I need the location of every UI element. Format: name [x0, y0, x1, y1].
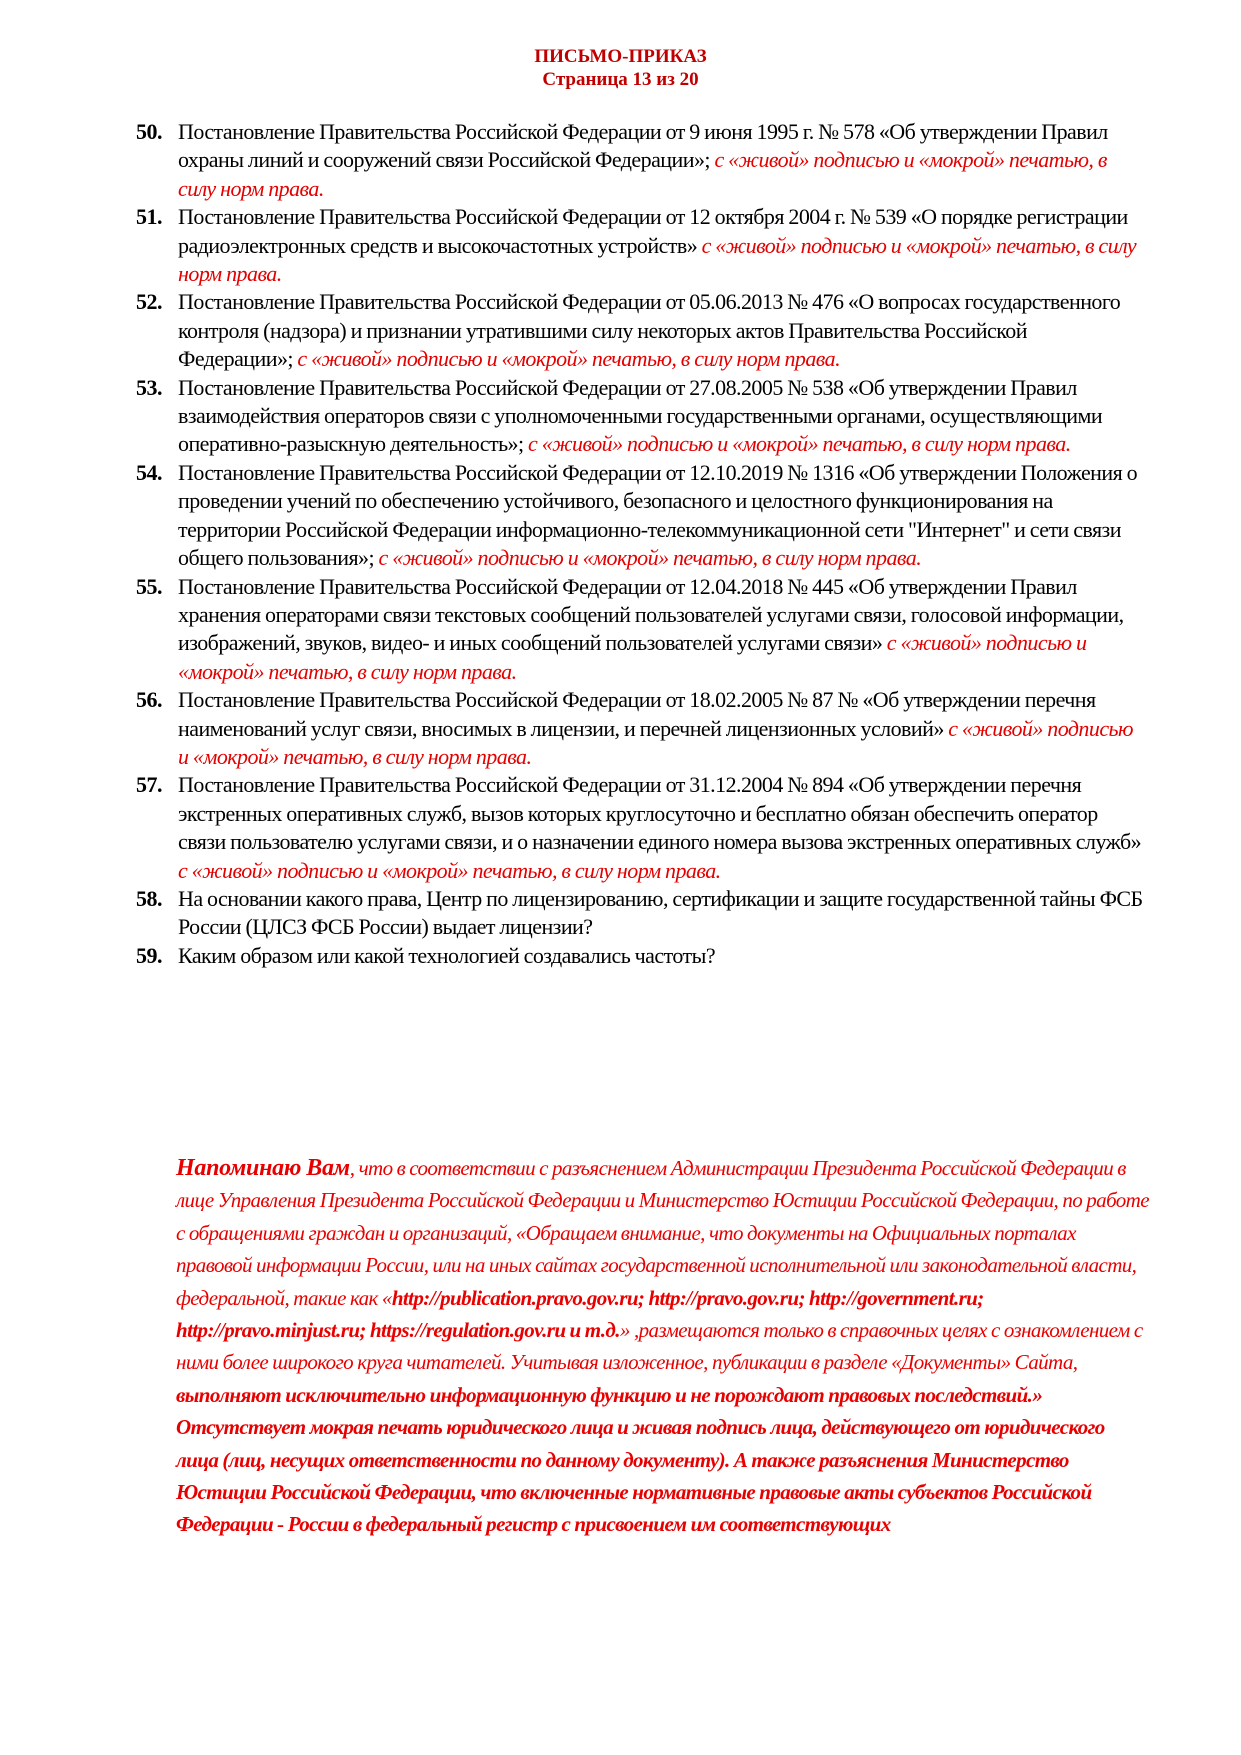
item-number: 57.	[136, 772, 162, 798]
item-note: с «живой» подписью и «мокрой» печатью, в силу норм права.	[378, 545, 922, 571]
regulations-list	[136, 118, 1146, 970]
list-item	[136, 885, 1146, 942]
item-number: 55.	[136, 573, 162, 599]
item-text: Постановление Правительства Российской Федерации от 12.10.2019 № 1316 «Об утверждении Положения о проведении учений по обеспечению устойчивого, безопасного и целостного функционирования на территории Российской Федерации информационно-телекоммуникационной сети "Интернет" и сети связи общего пользования»;	[178, 459, 1138, 571]
item-number: 54.	[136, 459, 162, 485]
list-item	[136, 459, 1146, 573]
item-number: 56.	[136, 687, 162, 713]
item-number: 52.	[136, 289, 162, 315]
list-item	[136, 573, 1146, 687]
notice-text-continued: » ,размещаются только в справочных целях с ознакомлением с ними более широкого круга читателей. Учитывая изложенное, публикации в разделе «Документы» Сайта,	[176, 1318, 1143, 1375]
item-text: Постановление Правительства Российской Федерации от 05.06.2013 № 476 «О вопросах государственного контроля (надзора) и признании утратившими силу некоторых актов Правительства Российской Федерации»;	[178, 289, 1121, 372]
item-number: 58.	[136, 885, 162, 911]
item-text: Постановление Правительства Российской Федерации от 9 июня 1995 г. № 578 «Об утверждении Правил охраны линий и сооружений связи Российской Федерации»;	[178, 119, 1108, 173]
item-number: 59.	[136, 942, 162, 968]
list-item	[136, 203, 1146, 288]
item-number: 53.	[136, 374, 162, 400]
item-text: Постановление Правительства Российской Федерации от 12.04.2018 № 445 «Об утверждении Правил хранения операторами связи текстовых сообщений пользователей услугами связи, голосовой информации, изображений, звуков, видео- и иных сообщений пользователей услугами связи»	[178, 573, 1124, 656]
item-note: с «живой» подписью и «мокрой» печатью, в силу норм права.	[297, 346, 841, 372]
item-number: 51.	[136, 204, 162, 230]
notice-links: http://publication.pravo.gov.ru; http://pravo.gov.ru; http://government.ru; http://pravo.minjust.ru; https://regulation.gov.ru и т.д.	[176, 1285, 984, 1343]
item-text: Постановление Правительства Российской Федерации от 31.12.2004 № 894 «Об утверждении перечня экстренных оперативных служб, вызов которых круглосуточно и бесплатно обязан обеспечить оператор связи пользователю услугами связи, и о назначении единого номера вызова экстренных оперативных служб»	[178, 772, 1142, 855]
list-item	[136, 118, 1146, 203]
notice-text: , что в соответствии с разъяснением Администрации Президента Российской Федерации в лице Управления Президента Российской Федерации и Министерство Юстиции Российской Федерации, по работе с обращениями граждан и организаций, «Обращаем внимание, что документы на Официальных порталах правовой информации России, или на иных сайтах государственной исполнительной или законодательной власти, федеральной, такие как «	[176, 1156, 1149, 1310]
notice-lead: Напоминаю Вам	[176, 1155, 350, 1181]
item-text: Постановление Правительства Российской Федерации от 12 октября 2004 г. № 539 «О порядке регистрации радиоэлектронных средств и высокочастотных устройств»	[178, 204, 1128, 258]
item-note: с «живой» подписью и «мокрой» печатью, в силу норм права.	[178, 630, 1087, 684]
item-note: с «живой» подписью и «мокрой» печатью, в силу норм права.	[178, 232, 1137, 287]
list-item	[136, 942, 1146, 970]
legal-notice	[176, 1152, 1151, 1541]
item-text: Каким образом или какой технологией создавались частоты?	[178, 942, 716, 968]
item-note: с «живой» подписью и «мокрой» печатью, в силу норм права.	[178, 147, 1107, 201]
document-header	[0, 45, 1241, 91]
list-item	[136, 288, 1146, 373]
list-item	[136, 374, 1146, 459]
page-indicator: Страница 13 из 20	[542, 69, 699, 90]
document-title: ПИСЬМО-ПРИКАЗ	[534, 46, 707, 67]
item-note: с «живой» подписью и «мокрой» печатью, в силу норм права.	[178, 857, 721, 883]
item-text: На основании какого права, Центр по лицензированию, сертификации и защите государственной тайны ФСБ России (ЦЛСЗ ФСБ России) выдает лицензии?	[178, 885, 1143, 940]
item-number: 50.	[136, 119, 162, 144]
list-item	[136, 686, 1146, 771]
item-text: Постановление Правительства Российской Федерации от 18.02.2005 № 87 № «Об утверждении перечня наименований услуг связи, вносимых в лицензии, и перечней лицензионных условий»	[178, 687, 1096, 741]
list-item	[136, 771, 1146, 885]
notice-bold-text: выполняют исключительно информационную функцию и не порождают правовых последствий.» Отсутствует мокрая печать юридического лица и живая подпись лица, действующего от юридического лица (лиц, несущих ответственности по данному документу). А также разъяснения Министерство Юстиции Российской Федерации, что включенные нормативные правовые акты субъектов Российской Федерации - России в федеральный регистр с присвоением им соответствующих	[176, 1382, 1105, 1537]
item-text: Постановление Правительства Российской Федерации от 27.08.2005 № 538 «Об утверждении Правил взаимодействия операторов связи с уполномоченными государственными органами, осуществляющими оперативно-разыскную деятельность»;	[178, 374, 1103, 457]
item-note: с «живой» подписью и «мокрой» печатью, в силу норм права.	[528, 431, 1071, 457]
item-note: с «живой» подписью и «мокрой» печатью, в силу норм права.	[178, 715, 1133, 769]
